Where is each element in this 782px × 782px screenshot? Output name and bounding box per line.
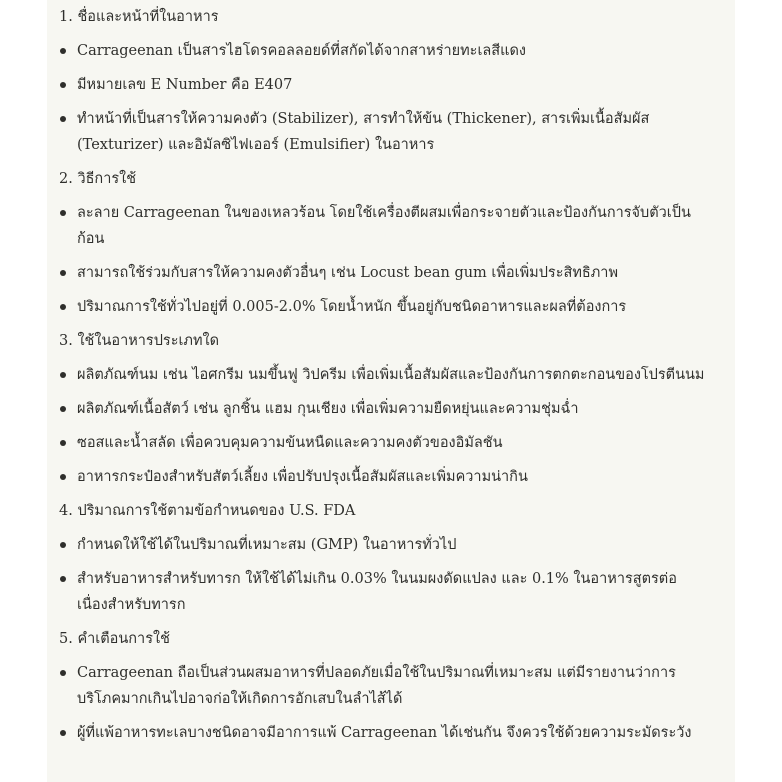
section-heading: 1. ชื่อและหน้าที่ในอาหาร <box>59 9 219 25</box>
list-item-text: กำหนดให้ใช้ได้ในปริมาณที่เหมาะสม (GMP) ในอาหารทั่วไป <box>77 537 457 553</box>
section-heading: 4. ปริมาณการใช้ตามข้อกำหนดของ U.S. FDA <box>59 503 356 519</box>
list-item-text: ซอสและน้ำสลัด เพื่อควบคุมความข้นหนืดและความคงตัวของอิมัลชัน <box>77 435 503 451</box>
list-item <box>47 396 735 430</box>
list-item-text: ละลาย Carrageenan ในของเหลวร้อน โดยใช้เครื่องตีผสมเพื่อกระจายตัวและป้องกันการจับตัวเป็นก้อน <box>77 205 691 247</box>
list-item <box>47 720 735 754</box>
bullet-list <box>47 200 735 328</box>
section-food-types <box>47 328 735 498</box>
section-heading: 2. วิธีการใช้ <box>59 171 137 187</box>
list-item <box>47 430 735 464</box>
bullet-icon <box>60 440 66 446</box>
list-item <box>47 362 735 396</box>
bullet-list <box>47 362 735 498</box>
list-item <box>47 72 735 106</box>
bullet-list <box>47 532 735 626</box>
bullet-icon <box>60 82 66 88</box>
bullet-icon <box>60 372 66 378</box>
section-fda-limits <box>47 498 735 626</box>
bullet-icon <box>60 576 66 582</box>
list-item-text: ผู้ที่แพ้อาหารทะเลบางชนิดอาจมีอาการแพ้ Carrageenan ได้เช่นกัน จึงควรใช้ด้วยความระมัดระวัง <box>77 725 692 741</box>
bullet-icon <box>60 116 66 122</box>
list-item <box>47 660 735 720</box>
list-item-text: ปริมาณการใช้ทั่วไปอยู่ที่ 0.005-2.0% โดยน้ำหนัก ขึ้นอยู่กับชนิดอาหารและผลที่ต้องการ <box>77 299 627 315</box>
list-item-text: Carrageenan เป็นสารไฮโดรคอลลอยด์ที่สกัดได้จากสาหร่ายทะเลสีแดง <box>77 43 526 59</box>
bullet-icon <box>60 406 66 412</box>
list-item <box>47 532 735 566</box>
list-item <box>47 38 735 72</box>
bullet-icon <box>60 474 66 480</box>
bullet-icon <box>60 210 66 216</box>
bullet-icon <box>60 270 66 276</box>
section-name-and-function <box>47 4 735 166</box>
list-item <box>47 464 735 498</box>
bullet-icon <box>60 670 66 676</box>
list-item <box>47 200 735 260</box>
list-item <box>47 106 735 166</box>
list-item <box>47 566 735 626</box>
list-item-text: ผลิตภัณฑ์เนื้อสัตว์ เช่น ลูกชิ้น แฮม กุนเชียง เพื่อเพิ่มความยืดหยุ่นและความชุ่มฉ่ำ <box>77 401 579 417</box>
list-item-text: Carrageenan ถือเป็นส่วนผสมอาหารที่ปลอดภัยเมื่อใช้ในปริมาณที่เหมาะสม แต่มีรายงานว่าการบริโภคมากเกินไปอาจก่อให้เกิดการอักเสบในลำไส้ได้ <box>77 665 676 707</box>
bullet-icon <box>60 730 66 736</box>
list-item-text: สามารถใช้ร่วมกับสารให้ความคงตัวอื่นๆ เช่น Locust bean gum เพื่อเพิ่มประสิทธิภาพ <box>77 265 619 281</box>
document-content <box>47 0 735 754</box>
document-page <box>47 0 735 782</box>
bullet-icon <box>60 542 66 548</box>
list-item <box>47 260 735 294</box>
bullet-list <box>47 38 735 166</box>
list-item-text: มีหมายเลข E Number คือ E407 <box>77 77 293 93</box>
list-item-text: ทำหน้าที่เป็นสารให้ความคงตัว (Stabilizer), สารทำให้ข้น (Thickener), สารเพิ่มเนื้อสัมผัส (Texturizer) และอิมัลซิไฟเออร์ (Emulsifier) ในอาหาร <box>77 111 650 153</box>
section-usage-method <box>47 166 735 328</box>
section-heading: 5. คำเตือนการใช้ <box>59 631 170 647</box>
bullet-icon <box>60 304 66 310</box>
bullet-list <box>47 660 735 754</box>
section-heading: 3. ใช้ในอาหารประเภทใด <box>59 333 220 349</box>
list-item-text: ผลิตภัณฑ์นม เช่น ไอศกรีม นมขึ้นฟู วิปครีม เพื่อเพิ่มเนื้อสัมผัสและป้องกันการตกตะกอนของโปรตีนนม <box>77 367 705 383</box>
bullet-icon <box>60 48 66 54</box>
section-warnings <box>47 626 735 754</box>
list-item-text: สำหรับอาหารสำหรับทารก ให้ใช้ได้ไม่เกิน 0.03% ในนมผงดัดแปลง และ 0.1% ในอาหารสูตรต่อเนื่องสำหรับทารก <box>77 571 677 613</box>
list-item-text: อาหารกระป๋องสำหรับสัตว์เลี้ยง เพื่อปรับปรุงเนื้อสัมผัสและเพิ่มความน่ากิน <box>77 469 528 485</box>
list-item <box>47 294 735 328</box>
